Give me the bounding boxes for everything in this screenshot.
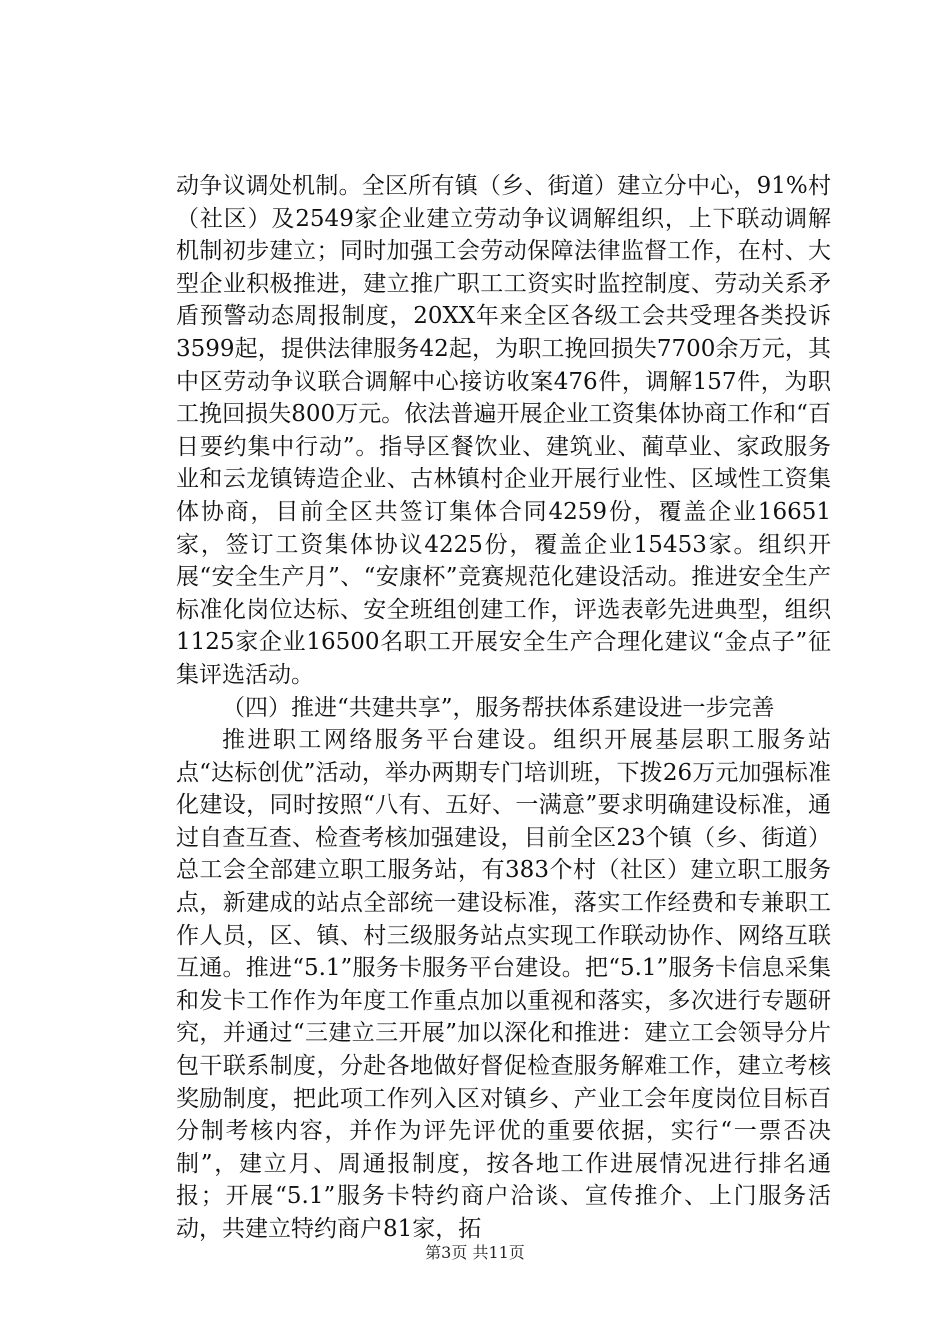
paragraph-service-platform: 推进职工网络服务平台建设。组织开展基层职工服务站点“达标创优”活动，举办两期专门培训班，下拨26万元加强标准化建设，同时按照“八有、五好、一满意”要求明确建设标准，通过自查互查、检查考核加强建设，目前全区23个镇（乡、街道）总工会全部建立职工服务站，有383个村（社区）建立职工服务点，新建成的站点全部统一建设标准，落实工作经费和专兼职工作人员，区、镇、村三级服务站点实现工作联动协作、网络互联互通。推进“5.1”服务卡服务平台建设。把“5.1”服务卡信息采集和发卡工作作为年度工作重点加以重视和落实，多次进行专题研究，并通过“三建立三开展”加以深化和推进：建立工会领导分片包干联系制度，分赴各地做好督促检查服务解难工作，建立考核奖励制度，把此项工作列入区对镇乡、产业工会年度岗位目标百分制考核内容，并作为评先评优的重要依据，实行“一票否决制”，建立月、周通报制度，按各地工作进展情况进行排名通报；开展“5.1”服务卡特约商户洽谈、宣传推介、上门服务活动，共建立特约商户81家，拓 bbox=[176, 727, 831, 1242]
section-heading-four: （四）推进“共建共享”，服务帮扶体系建设进一步完善 bbox=[222, 694, 775, 721]
document-body bbox=[176, 170, 831, 1246]
paragraph-labor-dispute: 动争议调处机制。全区所有镇（乡、街道）建立分中心，91%村（社区）及2549家企业建立劳动争议调解组织，上下联动调解机制初步建立；同时加强工会劳动保障法律监督工作，在村、大型企业积极推进，建立推广职工工资实时监控制度、劳动关系矛盾预警动态周报制度，20XX年来全区各级工会共受理各类投诉3599起，提供法律服务42起，为职工挽回损失7700余万元，其中区劳动争议联合调解中心接访收案476件，调解157件，为职工挽回损失800万元。依法普遍开展企业工资集体协商工作和“百日要约集中行动”。指导区餐饮业、建筑业、蔺草业、家政服务业和云龙镇铸造企业、古林镇村企业开展行业性、区域性工资集体协商，目前全区共签订集体合同4259份，覆盖企业16651家，签订工资集体协议4225份，覆盖企业15453家。组织开展“安全生产月”、“安康杯”竞赛规范化建设活动。推进安全生产标准化岗位达标、安全班组创建工作，评选表彰先进典型，组织1125家企业16500名职工开展安全生产合理化建议“金点子”征集评选活动。 bbox=[176, 173, 831, 688]
page-footer: 第3页 共11页 bbox=[425, 1243, 525, 1262]
